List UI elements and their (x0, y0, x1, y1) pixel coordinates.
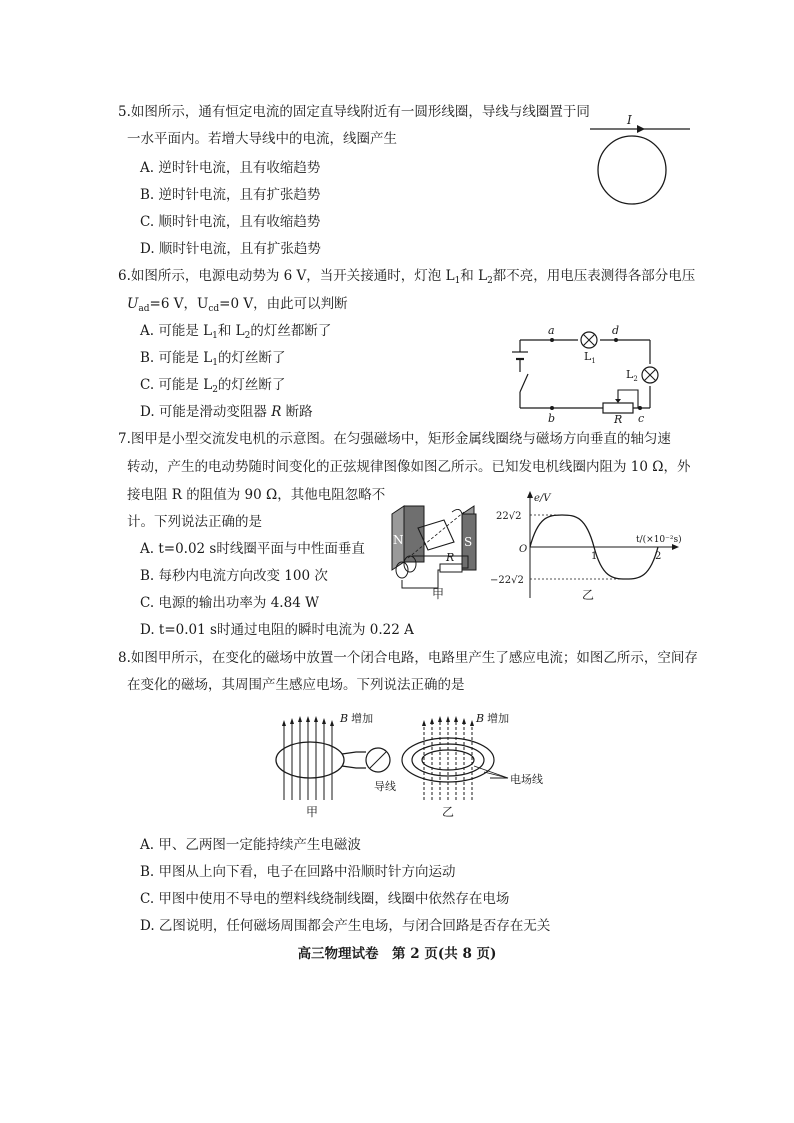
q8-stem-line1: 8.如图甲所示，在变化的磁场中放置一个闭合电路，电路里产生了感应电流；如图乙所示，空间存 (118, 650, 698, 666)
q6-label-c: c (638, 412, 645, 425)
q8-yi-caption: 乙 (442, 805, 455, 819)
q6-label-a: a (548, 324, 555, 337)
q8-yi-field-lines (424, 720, 472, 800)
q5-option-b: B. 逆时针电流，且有扩张趋势 (140, 187, 321, 203)
q7-caption-jia: 甲 (432, 587, 445, 600)
q6-switch (520, 374, 528, 392)
q6-node-a (550, 338, 554, 342)
q8-option-a: A. 甲、乙两图一定能持续产生电磁波 (140, 837, 361, 853)
q7-stem-line4: 计。下列说法正确的是 (127, 514, 262, 530)
q6-label-l2: $L_2$ (626, 368, 638, 383)
q7-label-s: S (464, 535, 473, 549)
q6-label-d: d (612, 324, 620, 337)
q6-lamp-l2 (642, 367, 658, 383)
q8-jia-b-label: B 增加 (340, 712, 374, 725)
q8-jia-wire (342, 752, 366, 754)
q5-current-label: I (627, 113, 632, 127)
q7-tick-2: 2 (655, 551, 662, 562)
q5-stem-line1: 5.如图所示，通有恒定电流的固定直导线附近有一圆形线圈，导线与线圈置于同 (118, 104, 590, 120)
q5-option-a: A. 逆时针电流，且有收缩趋势 (140, 160, 321, 176)
q5-stem-line2: 一水平面内。若增大导线中的电流，线圈产生 (127, 131, 397, 147)
q6-stem-line2: $U_{ad}=6$ V，$U_{cd}=0$ V，由此可以判断 (127, 296, 348, 314)
q8-jia-wire-label: 导线 (374, 780, 396, 793)
q7-resistor (440, 564, 462, 572)
q7-option-d: D. t=0.01 s时通过电阻的瞬时电流为 0.22 A (140, 622, 414, 638)
q5-coil (598, 136, 666, 204)
q7-top-label: 22√2 (496, 511, 522, 522)
q7-label-r: R (446, 551, 455, 564)
q6-rheostat (603, 403, 633, 413)
q6-circuit (508, 322, 698, 426)
q6-option-a: A. 可能是 $L_1$和 $L_2$的灯丝都断了 (140, 323, 332, 341)
q7-generator-figure (382, 498, 494, 600)
q6-label-l1: $L_1$ (584, 350, 596, 365)
q7-stem-line3: 接电阻 R 的阻值为 90 Ω，其他电阻忽略不 (127, 487, 386, 503)
q6-node-c (638, 406, 642, 410)
q7-option-c: C. 电源的输出功率为 4.84 W (140, 595, 319, 611)
q8-option-d: D. 乙图说明，任何磁场周围都会产生电场，与闭合回路是否存在无关 (140, 918, 551, 934)
q8-jia-field-lines (284, 720, 332, 800)
q8-jia-caption: 甲 (306, 805, 319, 819)
q7-emf-graph (490, 490, 690, 604)
q7-caption-yi: 乙 (582, 588, 595, 602)
q7-label-n: N (393, 533, 404, 547)
q8-yi-b-label: B 增加 (476, 712, 510, 725)
q5-option-c: C. 顺时针电流，且有收缩趋势 (140, 214, 321, 230)
q7-stem-line1: 7.图甲是小型交流发电机的示意图。在匀强磁场中，矩形金属线圈绕与磁场方向垂直的轴匀速 (118, 431, 671, 447)
q8-option-b: B. 甲图从上向下看，电子在回路中沿顺时针方向运动 (140, 864, 456, 880)
q7-ylabel: e/V (534, 493, 551, 504)
q5-figure (585, 112, 695, 212)
q7-origin-label: O (519, 544, 528, 555)
q8-field-figure (398, 708, 558, 820)
q7-stem-line2: 转动，产生的电动势随时间变化的正弦规律图像如图乙所示。已知发电机线圈内阻为 10 Ω，外 (127, 459, 691, 475)
q8-jia-loop (276, 742, 344, 778)
q5-option-d: D. 顺时针电流，且有扩张趋势 (140, 241, 321, 257)
q8-option-c: C. 甲图中使用不导电的塑料线绕制线圈，线圈中依然存在电场 (140, 891, 510, 907)
q7-xlabel: t/(×10⁻²s) (636, 535, 682, 545)
q6-node-d (614, 338, 618, 342)
q8-yi-field-label: 电场线 (510, 773, 543, 786)
q6-node-b (550, 406, 554, 410)
q7-bottom-label: −22√2 (490, 575, 524, 586)
q6-label-b: b (548, 412, 556, 425)
q7-option-a: A. t=0.02 s时线圈平面与中性面垂直 (140, 541, 365, 557)
q6-option-b: B. 可能是 $L_1$的灯丝断了 (140, 350, 286, 368)
q6-option-c: C. 可能是 $L_2$的灯丝断了 (140, 377, 286, 395)
q6-stem-line1: 6.如图所示，电源电动势为 6 V，当开关接通时，灯泡 $L_1$和 $L_2$都不亮，用电压表测得各部分电压 (118, 268, 696, 286)
q7-external-wire (402, 570, 452, 588)
q6-label-r: R (614, 413, 623, 426)
q8-stem-line2: 在变化的磁场，其周围产生感应电场。下列说法正确的是 (127, 677, 465, 693)
q7-option-b: B. 每秒内电流方向改变 100 次 (140, 568, 328, 584)
q7-tick-1: 1 (591, 551, 598, 562)
q5-current-arrow (637, 125, 645, 133)
q6-lamp-l1 (581, 332, 597, 348)
q6-option-d: D. 可能是滑动变阻器 R 断路 (140, 404, 313, 420)
page-footer: 高三物理试卷 第 2 页(共 8 页) (297, 946, 497, 962)
